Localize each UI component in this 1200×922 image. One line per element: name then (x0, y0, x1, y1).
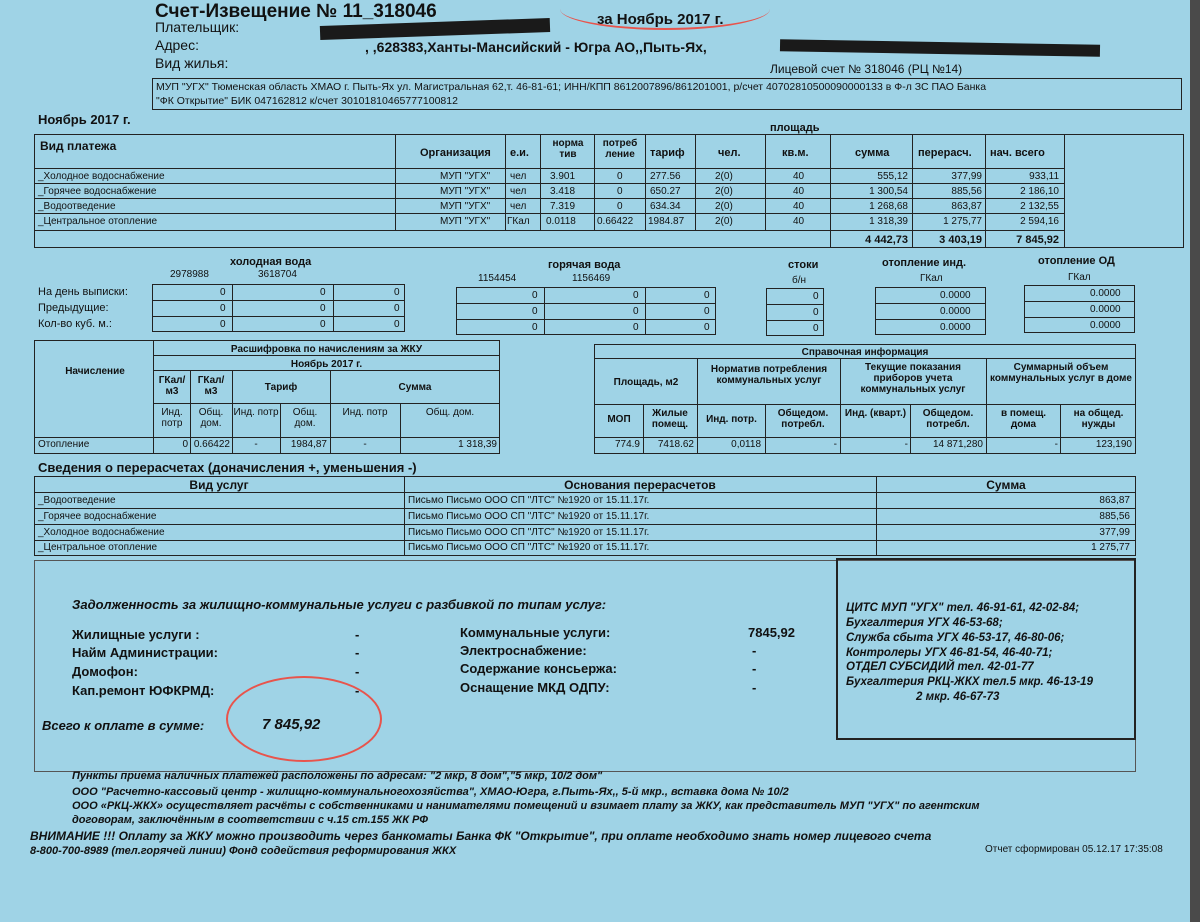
debt-item-label: Домофон: (72, 664, 138, 679)
cold-water-title: холодная вода (230, 256, 312, 268)
heat-ind-unit: ГКал (920, 273, 943, 284)
reference-title: Справочная информация (801, 347, 929, 358)
hot-water-title: горячая вода (548, 259, 621, 271)
total-charged: 7 845,92 (1016, 234, 1059, 246)
col-unit: е.и. (510, 147, 529, 159)
debt-item-label: Найм Администрации: (72, 645, 219, 660)
contact-line: Контролеры УГХ 46-81-54, 46-40-71; (846, 647, 1053, 659)
hot-water-grid (456, 287, 716, 335)
address-value: , ,628383,Ханты-Мансийский - Югра АО,,Пыть-Ях, (365, 39, 707, 55)
heat-ind-title: отопление инд. (882, 257, 967, 269)
generated-timestamp: Отчет сформирован 05.12.17 17:35:08 (985, 844, 1163, 855)
cold-meter-2: 3618704 (258, 269, 297, 280)
invoice-sheet: Счет-Извещение № 11_318046 за Ноябрь 2017 г. Плательщик: Адрес: Вид жилья: , ,628383,Ханты-Мансийский - Югра АО,,Пыть-Ях, Лицевой счет № 318046 (РЦ №14) МУП "УГХ" Тюменская область ХМАО г. Пыть-Ях ул. Магистральная 62,т. 46-81-61; ИНН/КПП 8612007896/861201001, р/счет 40702810500090000133 в Ф-л ЗС ПАО Банка "ФК Открытие" БИК 047162812 к/счет 30101810465777100812 Ноябрь 2017 г. площадь Вид платежа Организация е.и. норма тив потреб ление тариф чел. кв.м. сумма перерасч. нач. всего _Холодное водоснабжение МУП "УГХ" чел 3.901 0 277.56 2(0) 40 555,12 377,99 933,11 _Горячее водоснабжение МУП "УГХ" чел 3.418 0 650.27 2(0) 40 1 300,54 885,56 2 186,10 _Водоотведение МУП "УГХ" чел 7.319 0 634.34 2(0) 40 1 268,68 863,87 2 132,55 _Центральное отопление МУП "УГХ" ГКал 0.0118 0.66422 1984.87 2(0) 40 1 318,39 1 275,77 2 594,16 4 442,73 3 403,19 7 845,92 холодная вода 2978988 3618704 горячая вода 1154454 1156469 стоки б/н отопление инд. ГКал отопление ОД ГКал На день выписки: Предыдущие: Кол-во куб. м.: 0 0 0 0 0 0 0 0 0 0 0 0 0 0 0 0 0 0 0 0 0 0.0000 0.0000 0.0000 0.0000 0.0000 0.0000 Начисление Расшифровка по начислениям за ЖКУ Ноябрь 2017 г. ГКал/ м3 ГКал/ м3 Тариф Сумма Инд. потр Общ. дом. Инд. потр Общ. дом. Инд. потр Общ. дом. Отопление 0 0.66422 - 1984,87 - 1 318,39 Справочная информация Площадь, м2 Норматив потребления коммунальных услуг Текущие показания приборов учета коммунальных услуг Суммарный объем коммунальных услуг в доме МОП Жилые помещ. Инд. потр. Общедом. потребл. Инд. (кварт.) Общедом. потребл. в помещ. дома на общед. нужды 774.9 7418.62 0,0118 - - 14 871,280 - 123,190 Сведения о перерасчетах (доначисления +, уменьшения -) Вид услуг Основания перерасчетов Сумма _Водоотведение Письмо Письмо ООО СП "ЛТС" №1920 от 15.11.17г. 863,87 _Горячее водоснабжение Письмо Письмо ООО СП "ЛТС" №1920 от 15.11.17г. 885,56 _Холодное водоснабжение Письмо Письмо ООО СП "ЛТС" №1920 от 15.11.17г. 377,99 _Центральное отопление Письмо Письмо ООО СП "ЛТС" №1920 от 15.11.17г. 1 275,77 Задолженность за жилищно-коммунальные услуги с разбивкой по типам услуг: Жилищные услуги : - Найм Администрации: - Домофон: - Кап.ремонт ЮФКРМД: - Коммунальные услуги: 7845,92 Электроснабжение: - Содержание консьержа: - Оснащение МКД ОДПУ: - Всего к оплате в сумме: 7 845,92 ЦИТС МУП "УГХ" тел. 46-91-61, 42-02-84; Бухгалтерия УГХ 46-53-68; Служба сбыта УГХ 46-53-17, 46-80-06; Контролеры УГХ 46-81-54, 46-40-71; ОТДЕЛ СУБСИДИЙ тел. 42-01-77 Бухгалтерия РКЦ-ЖКХ тел.5 мкр. 46-13-19 2 мкр. 46-67-73 Пункты приема наличных платежей расположены по адресам: "2 мкр, 8 дом","5 мкр, 10/2 дом" ООО "Расчетно-кассовый центр - жилищно-коммунальногохозяйства", ХМАО-Югра, г.Пыть-Ях,, 5-й мкр., вставка дома № 10/2 ООО «РКЦ-ЖКХ» осуществляет расчёты с собственниками и нанимателями помещений и взимает плату за ЖКУ, как представитель МУП "УГХ" по агентским договорам, заключённым в соответствии с ч.15 ст.155 ЖК РФ ВНИМАНИЕ !!! Оплату за ЖКУ можно производить через банкоматы Банка ФК "Открытие", при оплате необходимо знать номер лицевого счета 8-800-700-8989 (тел.горячей линии) Фонд содействия реформирования ЖКХ Отчет сформирован 05.12.17 17:35:08 (0, 0, 1190, 922)
recalc-col-basis: Основания перерасчетов (564, 478, 716, 492)
charges-section-title: Ноябрь 2017 г. (38, 112, 131, 127)
recalc-col-sum: Сумма (986, 478, 1026, 492)
contact-line: ОТДЕЛ СУБСИДИЙ тел. 42-01-77 (846, 661, 1034, 673)
breakdown-period: Ноябрь 2017 г. (290, 359, 363, 370)
debt-item-label: Электроснабжение: (460, 643, 587, 658)
address-label: Адрес: (155, 37, 199, 53)
col-consumption: потреб ление (602, 138, 638, 160)
debt-item-value: - (752, 643, 757, 658)
col-tariff: тариф (650, 147, 685, 159)
debt-item-value: - (355, 645, 360, 660)
total-recalc: 3 403,19 (939, 234, 982, 246)
cold-meter-1: 2978988 (170, 269, 209, 280)
payer-label: Плательщик: (155, 19, 240, 35)
footer-line-2: ООО «РКЦ-ЖКХ» осуществляет расчёты с собственниками и нанимателями помещений и взимает плату за ЖКУ, как представитель МУП "УГХ" по агентским (72, 800, 980, 812)
footer-warning: ВНИМАНИЕ !!! Оплату за ЖКУ можно производить через банкоматы Банка ФК "Открытие", при оплате необходимо знать номер лицевого счета (30, 829, 932, 843)
col-organization: Организация (420, 147, 491, 159)
cold-water-grid (152, 284, 405, 332)
invoice-period: за Ноябрь 2017 г. (597, 11, 724, 28)
org-line-2: "ФК Открытие" БИК 047162812 к/счет 30101810465777100812 (156, 95, 458, 107)
debt-item-value: - (355, 627, 360, 642)
recalc-title: Сведения о перерасчетах (доначисления +, уменьшения -) (38, 460, 417, 475)
meter-row-label: Кол-во куб. м.: (38, 318, 112, 330)
sewage-title: стоки (788, 259, 819, 271)
breakdown-title: Расшифровка по начислениям за ЖКУ (230, 344, 423, 355)
area-header: площадь (770, 122, 820, 134)
meter-row-label: Предыдущие: (38, 302, 109, 314)
debt-item-label: Содержание консьержа: (460, 661, 617, 676)
col-area: кв.м. (782, 147, 809, 159)
footer-line-3: договорам, заключённым в соответствии с ч.15 ст.155 ЖК РФ (72, 814, 428, 826)
debt-item-value: - (355, 683, 360, 698)
contact-line: Бухгалтерия УГХ 46-53-68; (846, 617, 1003, 629)
debt-item-value: 7845,92 (748, 625, 795, 640)
breakdown-charge-label: Начисление (65, 366, 125, 377)
invoice-title: Счет-Извещение № 11_318046 (155, 1, 437, 22)
footer-hotline: 8-800-700-8989 (тел.горячей линии) Фонд содействия реформирования ЖКХ (30, 845, 457, 857)
sewage-unit: б/н (792, 275, 807, 286)
account-number: Лицевой счет № 318046 (РЦ №14) (770, 62, 963, 76)
total-due-label: Всего к оплате в сумме: (42, 718, 205, 733)
recalc-col-service: Вид услуг (189, 478, 249, 492)
debt-item-value: - (355, 664, 360, 679)
org-line-1: МУП "УГХ" Тюменская область ХМАО г. Пыть-Ях ул. Магистральная 62,т. 46-81-61; ИНН/КПП 8612007896/861201001, р/счет 40702810500090000133 в Ф-л ЗС ПАО Банка (156, 81, 987, 93)
red-marker-circle (226, 676, 382, 762)
col-people: чел. (718, 147, 741, 159)
red-marker-underline (560, 0, 770, 30)
col-total: нач. всего (990, 147, 1045, 159)
breakdown-row-name: Отопление (38, 439, 90, 450)
footer-points: Пункты приема наличных платежей расположены по адресам: "2 мкр, 8 дом","5 мкр, 10/2 дом" (72, 770, 603, 782)
redacted-street (780, 39, 1100, 57)
contact-line: 2 мкр. 46-67-73 (916, 691, 1000, 703)
meter-row-label: На день выписки: (38, 286, 128, 298)
contact-line: Служба сбыта УГХ 46-53-17, 46-80-06; (846, 632, 1065, 644)
col-recalc: перерасч. (918, 147, 972, 159)
debt-item-label: Оснащение МКД ОДПУ: (460, 680, 610, 695)
contact-line: Бухгалтерия РКЦ-ЖКХ тел.5 мкр. 46-13-19 (846, 676, 1093, 688)
hot-meter-2: 1156469 (572, 273, 611, 284)
debt-item-label: Жилищные услуги : (72, 627, 200, 642)
hot-meter-1: 1154454 (478, 273, 517, 284)
debt-item-label: Кап.ремонт ЮФКРМД: (72, 683, 215, 698)
heat-od-title: отопление ОД (1038, 255, 1115, 267)
debt-item-label: Коммунальные услуги: (460, 625, 611, 640)
debt-item-value: - (752, 661, 757, 676)
col-sum: сумма (855, 147, 890, 159)
col-payment-type: Вид платежа (40, 139, 117, 153)
footer-line-1: ООО "Расчетно-кассовый центр - жилищно-коммунальногохозяйства", ХМАО-Югра, г.Пыть-Ях,, 5-й мкр., вставка дома № 10/2 (72, 786, 789, 798)
col-norm: норма тив (552, 138, 584, 160)
heat-od-unit: ГКал (1068, 272, 1091, 283)
total-due-value: 7 845,92 (262, 716, 321, 733)
total-sum: 4 442,73 (865, 234, 908, 246)
housing-label: Вид жилья: (155, 55, 229, 71)
debt-item-value: - (752, 680, 757, 695)
contact-line: ЦИТС МУП "УГХ" тел. 46-91-61, 42-02-84; (846, 602, 1080, 614)
debt-title: Задолженность за жилищно-коммунальные услуги с разбивкой по типам услуг: (72, 597, 607, 612)
